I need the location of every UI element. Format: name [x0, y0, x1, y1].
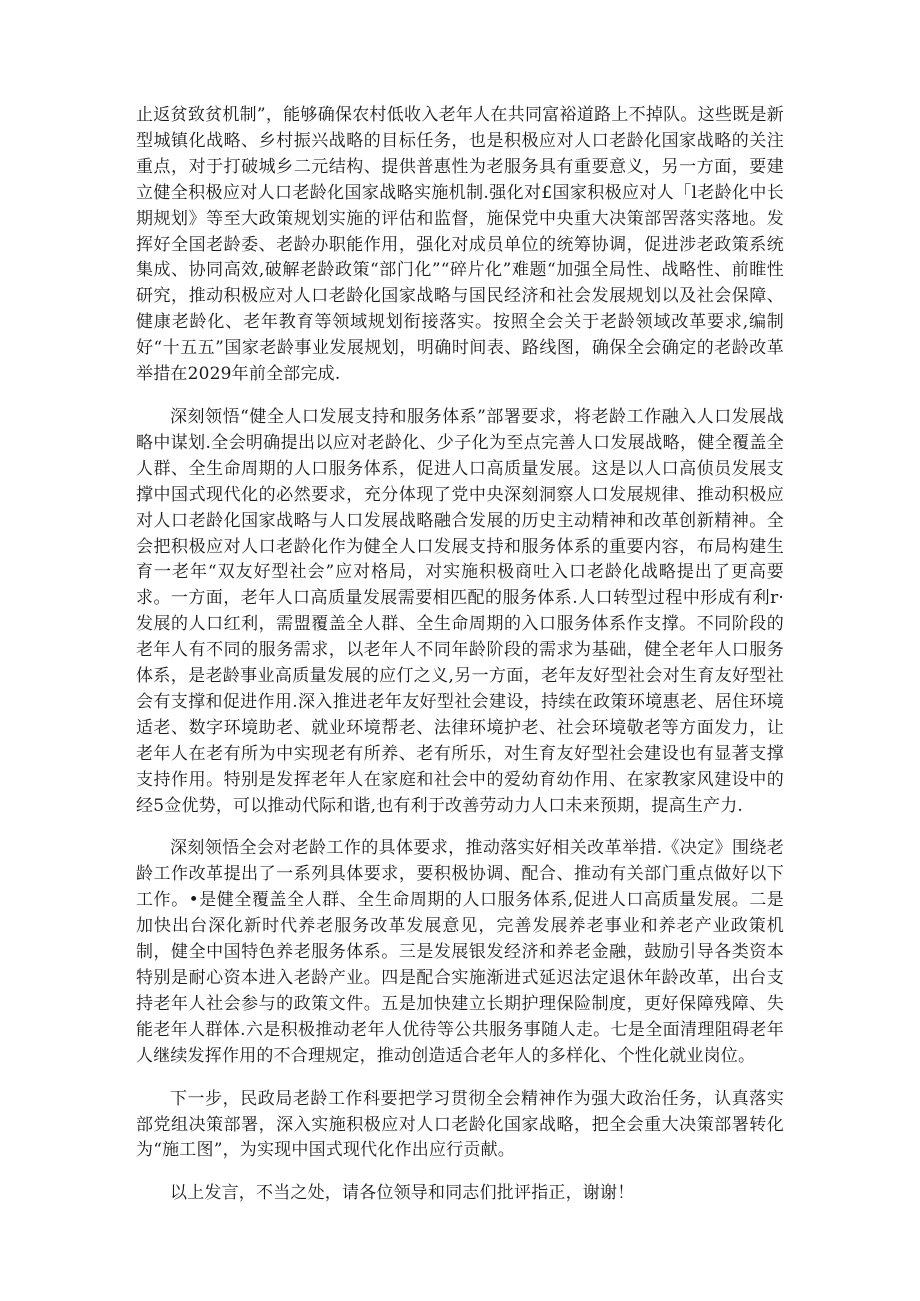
paragraph-continued: 止返贫致贫机制”，能够确保农村低收入老年人在共同富裕道路上不掉队。这些既是新型城镇化战略、乡村振兴战略的目标任务，也是积极应对人口老龄化国家战略的关注重点，对于打破城乡二元结构、提供普惠性为老服务具有重要意义，另一方面，要建立健全积极应对人口老龄化国家战略实施机制.强化对£国家积极应对人「l老龄化中长期规划》等至大政策规划实施的评估和监督，施保党中央重大决策部罟落实落地。发挥好全国老龄委、老龄办职能作用，强化对成员单位的统筹协调，促进涉老政策系统集成、协同高效,破解老龄政策“部门化”“碎片化”难题“加强全局性、战略性、前睢性研究，推动积极应对人口老龄化国家战略与国民经济和社会发展规划以及社会保障、健康老龄化、老年教育等领域规划衔接落实。按照全会关于老龄领域改革要求,编制好“十五五”国家老龄事业发展规划，明确时间表、路线图，确保全会确定的老龄改革举措在2029年前全部完成. [136, 105, 784, 385]
paragraph-population-development: 深刻领悟“健全人口发展支持和服务体系”部署要求，将老龄工作融入人口发展战略中谋划.全会明确提出以应对老龄化、少子化为至点完善人口发展战略，健全覆盖全人群、全生命周期的人口服务体系，促进人口高质量发展。这是以人口高侦员发展支撑中国式现代化的必然要求，充分体现了党中央深刻洞察人口发展规律、推动积极应对人口老龄化国家战略与人口发展战略融合发展的历史主动精神和改革创新精神。全会把积极应对人口老龄化作为健全人口发展支持和服务体系的重要内容，布局构建生育一老年“双友好型社会”应对格局，对实施积极商吐入口老龄化战略提出了更高要求。一方面，老年人口高质量发展需要相匹配的服务体系.人口转型过程中形成有利r·发展的人口红利，需盟覆盖全人群、全生命周期的入口服务体系作支撑。不同阶段的老年人有不同的服务需求，以老年人不同年龄阶段的需求为基础，健全老年人口服务体系，是老龄事业高质量发展的应仃之义,另一方面，老年友好型社会对生育友好型社会有支撑和促进作用.深入推进老年友好型社会建设，持续在政策环境惠老、居住环境适老、数字环境助老、就业环境帮老、法律环境护老、社会环境敬老等方面发力，让老年人在老有所为中实现老有所养、老有所乐，对生育友好型社会建设也有显著支撑支持作用。特别是发挥老年人在家庭和社会中的爱幼育幼作用、在家教家风建设中的经5佥优势，可以推动代际和谐,也有利于改善劳动力人口未来预期，提高生产力. [136, 406, 784, 816]
document-body [136, 103, 784, 1207]
paragraph-specific-requirements: 深刻领悟全会对老龄工作的具体要求，推动落实好相关改革举措.《决定》围绕老龄工作改革提出了一系列具体要求，要积极协调、配合、推动有关部门重点做好以下工作。•是健全覆盖全人群、全生命周期的人口服务体系,促进人口高质量发展。二是加快出台深化新时代养老服务改革发展意见，完善发展养老事业和养老产业政策机制，健全中国特色养老服务体系。三是发展银发经济和养老金融，鼓励引导各类资本特别是耐心资本进入老龄产业。四是配合实施渐进式延迟法定退休年龄改革，出台支持老年人社会参与的政策文件。五是加快建立长期护理保险制度，更好保障残障、失能老年人群体.六是积极推动老年人优待等公共服务事随人走。七是全面清理阻碍老年人继续发挥作用的不合理规定，推动创造适合老年人的多样化、个性化就业岗位。 [136, 838, 784, 1066]
paragraph-closing: 以上发言，不当之处，请各位领导和同志们批评指正，谢谢！ [170, 1183, 635, 1204]
paragraph-next-steps: 下一步，民政局老龄工作科要把学习贯彻全会精神作为强大政治任务，认真落实部党组决策部署，深入实施积极应对人口老龄化国家战略，把全会重大决策部署转化为“施工图”，为实现中国式现代化作出应行贡献。 [136, 1088, 784, 1161]
